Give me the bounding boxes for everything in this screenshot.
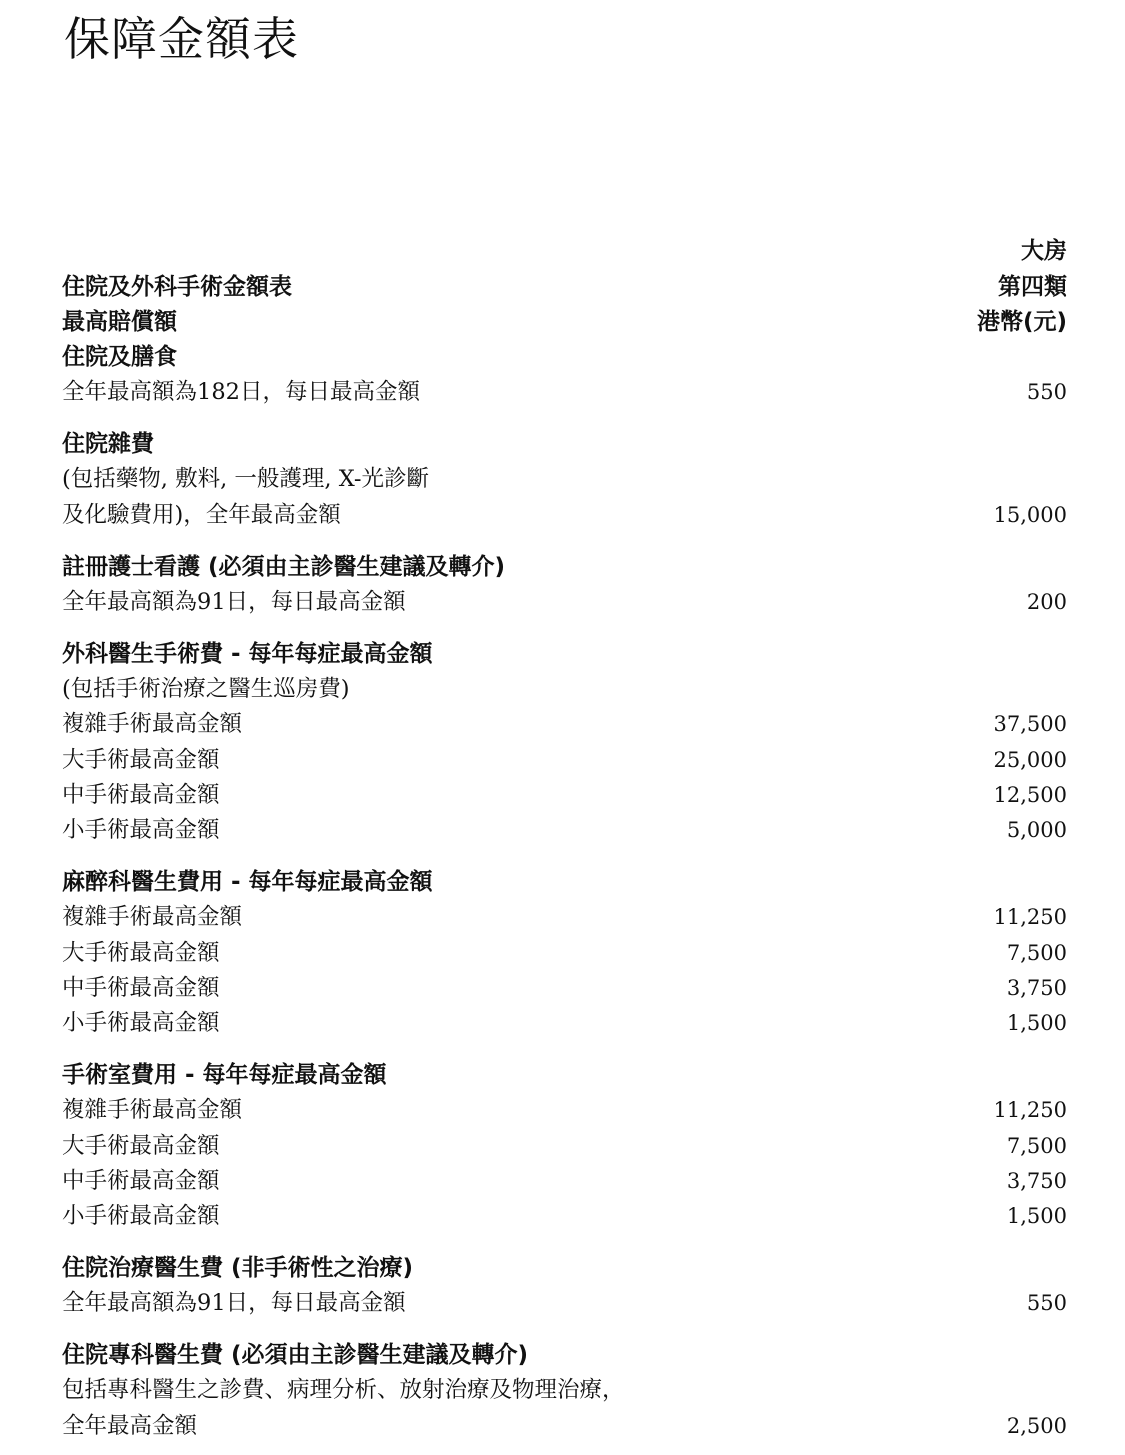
row-amount: 11,250	[993, 905, 1067, 930]
section-heading-label: 住院專科醫生費 (必須由主診醫生建議及轉介)	[62, 1342, 529, 1368]
section-heading-label: 註冊護士看護 (必須由主診醫生建議及轉介)	[62, 553, 506, 580]
column-header-room: 大房	[1021, 238, 1067, 264]
row-label: 全年最高額為91日，每日最高金額	[62, 1290, 406, 1317]
table-row	[62, 1093, 1067, 1128]
section-heading	[62, 1338, 1067, 1373]
row-label: 大手術最高金額	[62, 746, 220, 773]
table-row	[62, 900, 1067, 935]
row-label: 小手術最高金額	[62, 817, 220, 844]
row-amount: 37,500	[993, 712, 1067, 737]
table-row	[62, 1373, 1067, 1408]
row-label: 小手術最高金額	[62, 1010, 220, 1037]
page-title: 保障金額表	[64, 12, 299, 66]
section-heading-label: 麻醉科醫生費用 - 每年每症最高金額	[62, 868, 433, 895]
section-heading-label: 手術室費用 - 每年每症最高金額	[62, 1061, 387, 1088]
table-row	[62, 1409, 1067, 1444]
section-heading-label: 住院及膳食	[62, 344, 177, 370]
table-row	[62, 1199, 1067, 1234]
row-label: 包括專科醫生之診費、病理分析、放射治療及物理治療，	[62, 1377, 625, 1404]
row-amount: 550	[1026, 380, 1067, 405]
row-amount: 2,500	[1006, 1413, 1067, 1438]
table-title: 住院及外科手術金額表	[62, 274, 292, 300]
row-amount: 1,500	[1006, 1204, 1067, 1229]
row-label: 複雜手術最高金額	[62, 711, 243, 738]
row-amount: 15,000	[993, 502, 1067, 527]
section-heading	[62, 340, 1067, 375]
table-row	[62, 743, 1067, 778]
row-amount: 3,750	[1006, 1168, 1067, 1193]
section-heading-label: 住院治療醫生費 (非手術性之治療)	[62, 1254, 414, 1281]
section-heading	[62, 427, 1067, 462]
table-row	[62, 672, 1067, 707]
table-row	[62, 936, 1067, 971]
column-header-class: 第四類	[998, 274, 1067, 300]
table-row	[62, 971, 1067, 1006]
row-amount: 200	[1026, 589, 1067, 614]
section-heading-label: 外科醫生手術費 - 每年每症最高金額	[62, 640, 433, 667]
row-amount: 7,500	[1006, 940, 1067, 965]
row-label: (包括手術治療之醫生巡房費)	[62, 675, 350, 702]
table-row	[62, 375, 1067, 410]
section-heading	[62, 1058, 1067, 1093]
row-label: 全年最高額為182日，每日最高金額	[62, 379, 420, 406]
row-amount: 12,500	[993, 782, 1067, 807]
table-row	[62, 498, 1067, 533]
row-label: 大手術最高金額	[62, 1132, 220, 1159]
row-label: 複雜手術最高金額	[62, 904, 243, 931]
row-label: 小手術最高金額	[62, 1203, 220, 1230]
table-row	[62, 1164, 1067, 1199]
section-heading	[62, 637, 1067, 672]
table-row	[62, 462, 1067, 497]
row-label: 中手術最高金額	[62, 1167, 220, 1194]
table-row	[62, 1129, 1067, 1164]
row-label: 大手術最高金額	[62, 939, 220, 966]
row-label: 全年最高額為91日，每日最高金額	[62, 588, 406, 615]
row-amount: 7,500	[1006, 1133, 1067, 1158]
row-amount: 25,000	[993, 747, 1067, 772]
row-amount: 11,250	[993, 1098, 1067, 1123]
table-subtitle: 最高賠償額	[62, 309, 177, 335]
section-heading	[62, 1251, 1067, 1286]
row-label: 中手術最高金額	[62, 974, 220, 1001]
table-row	[62, 1006, 1067, 1041]
row-amount: 5,000	[1006, 818, 1067, 843]
row-label: 複雜手術最高金額	[62, 1097, 243, 1124]
row-amount: 1,500	[1006, 1011, 1067, 1036]
row-amount: 550	[1026, 1291, 1067, 1316]
table-row	[62, 585, 1067, 620]
table-row	[62, 778, 1067, 813]
section-heading	[62, 550, 1067, 585]
row-label: 中手術最高金額	[62, 781, 220, 808]
table-row	[62, 707, 1067, 742]
section-heading	[62, 865, 1067, 900]
table-row	[62, 1286, 1067, 1321]
table-row	[62, 813, 1067, 848]
row-label: 及化驗費用)，全年最高金額	[62, 501, 341, 528]
row-label: (包括藥物, 敷料, 一般護理, X-光診斷	[62, 466, 430, 493]
section-heading-label: 住院雜費	[62, 431, 154, 458]
row-amount: 3,750	[1006, 975, 1067, 1000]
column-header-currency: 港幣(元)	[976, 309, 1067, 335]
row-label: 全年最高金額	[62, 1412, 198, 1439]
